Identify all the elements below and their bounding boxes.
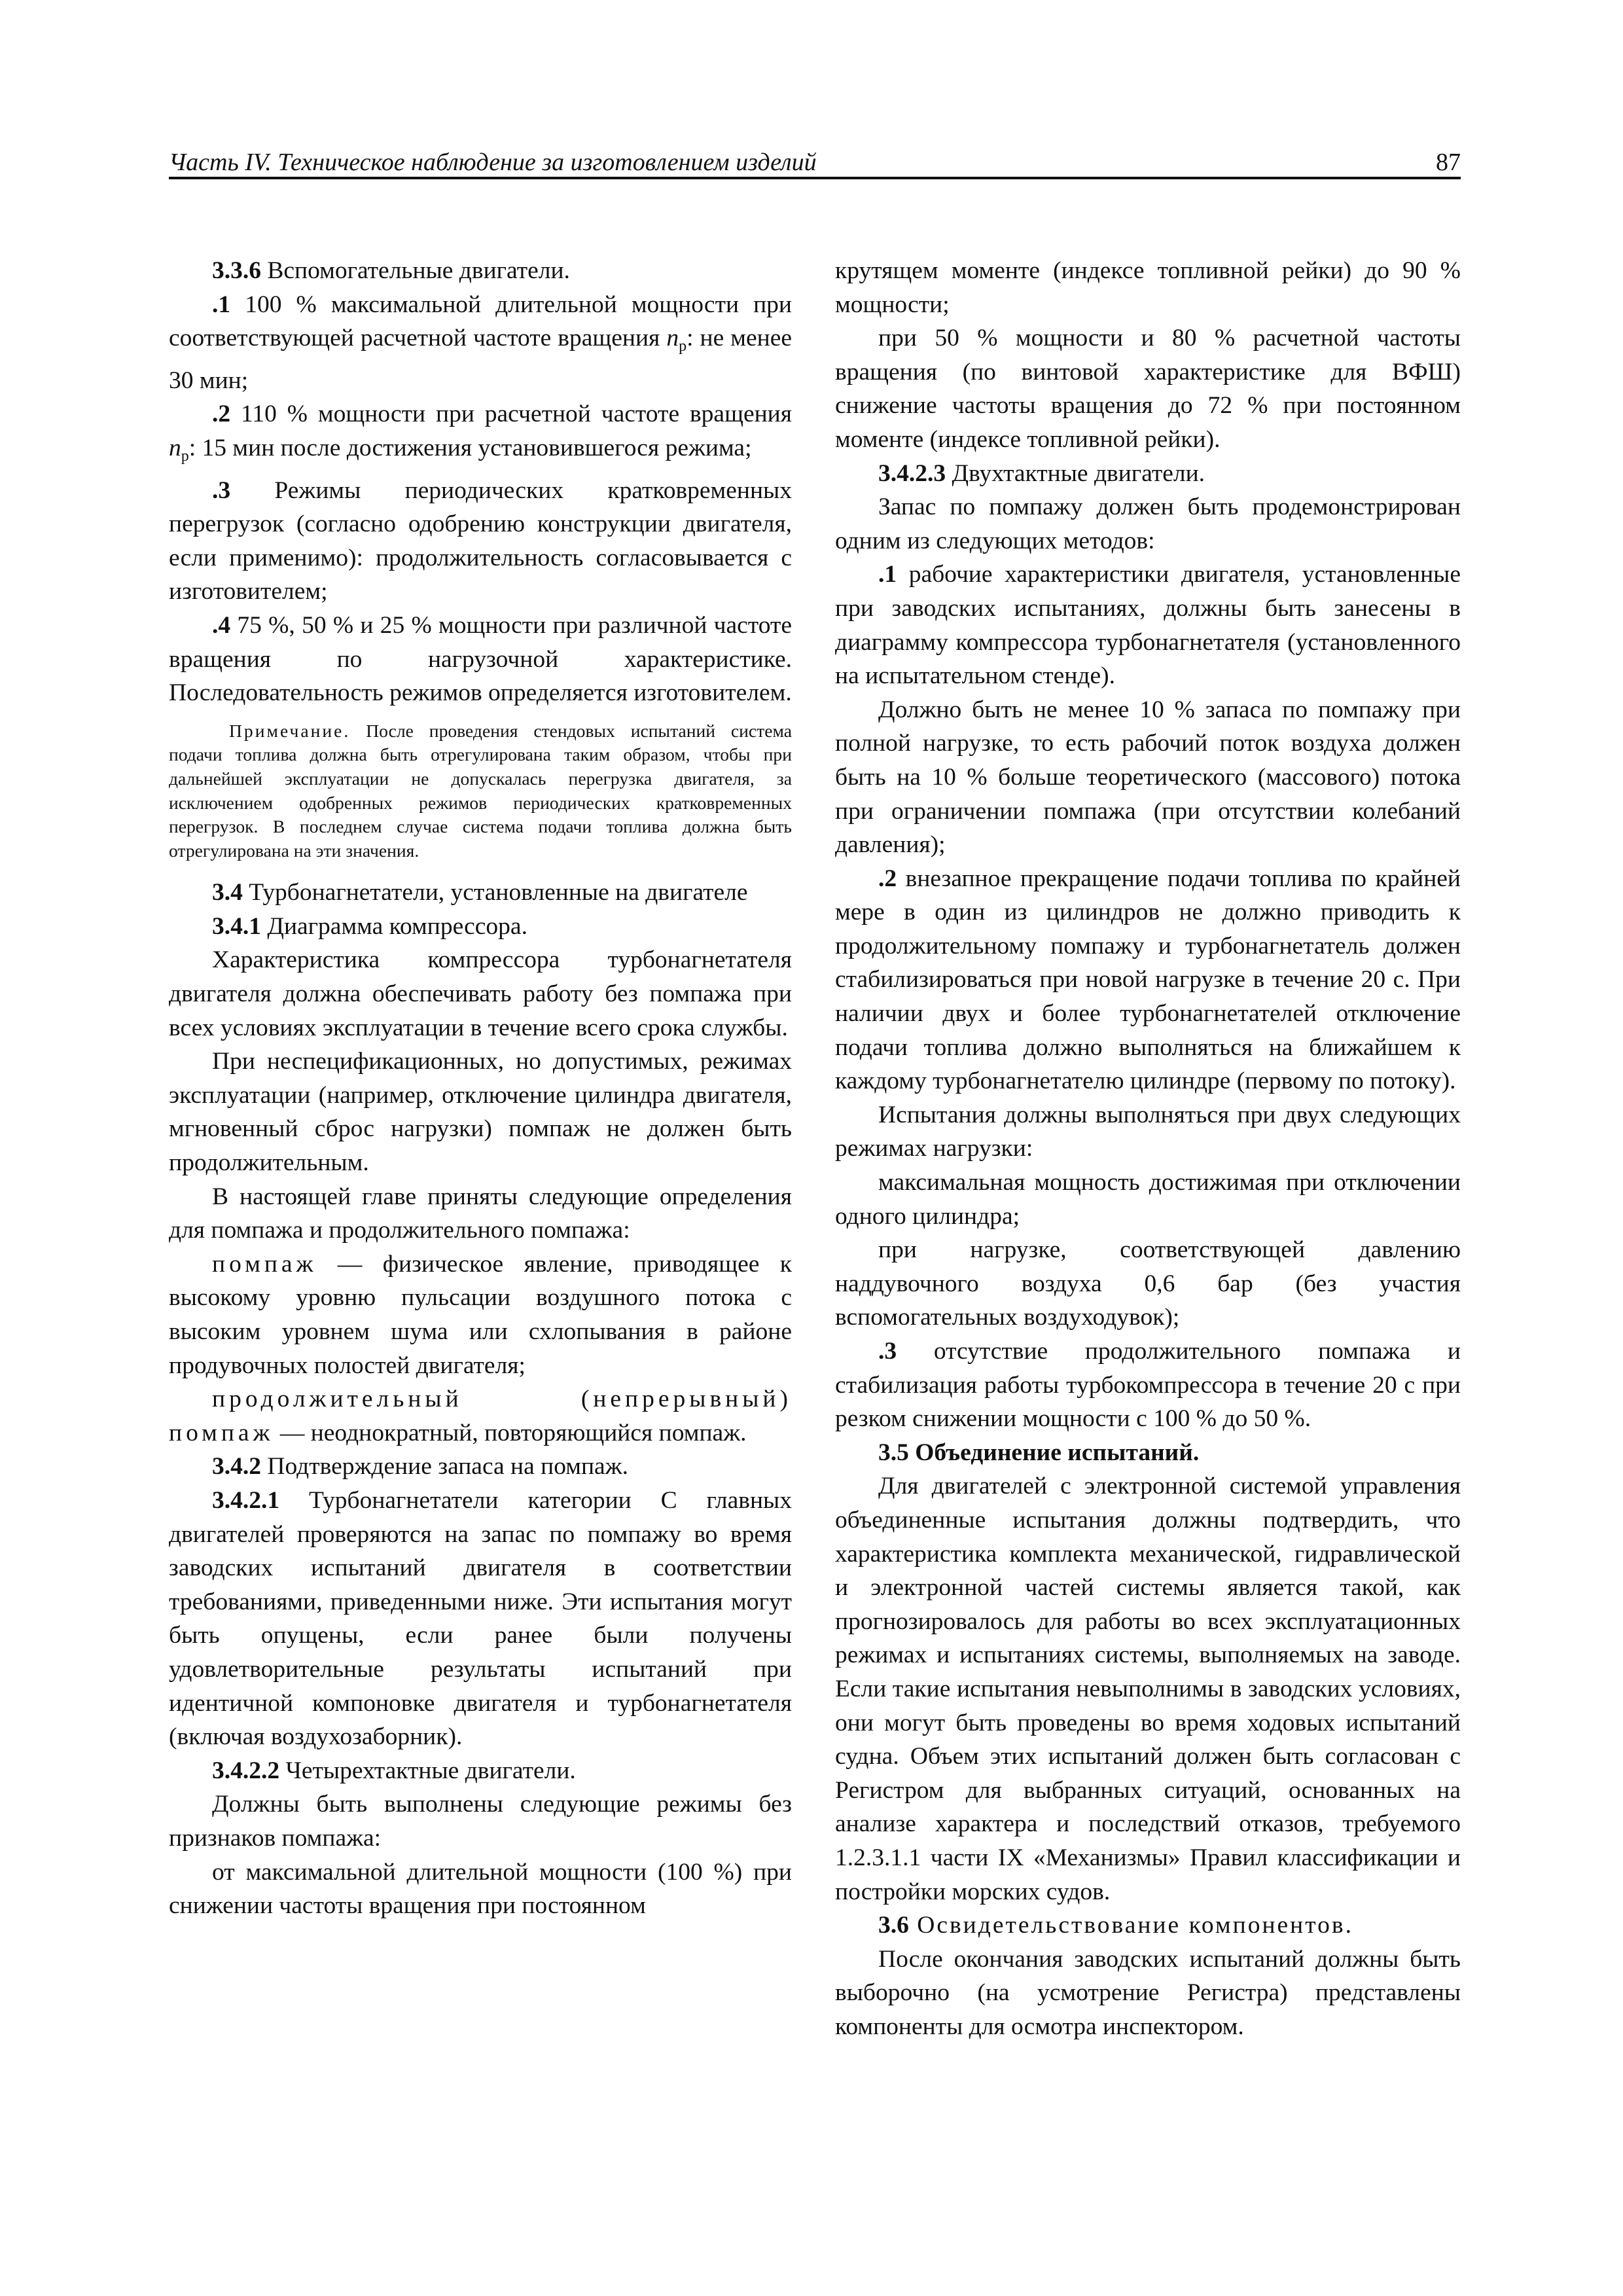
section-3-3-6: [169, 254, 792, 288]
paragraph: В настоящей главе приняты следующие определения для помпажа и продолжительного помпажа:: [169, 1183, 792, 1244]
section-number: 3.4: [212, 879, 243, 906]
definition-text: — неоднократный, повторяющийся помпаж.: [274, 1419, 747, 1446]
section-number: 3.6: [878, 1912, 909, 1939]
note: [169, 719, 792, 863]
paragraph: Запас по помпажу должен быть продемонстрирован одним из следующих методов:: [835, 493, 1461, 554]
section-number: 3.4.1: [212, 912, 261, 940]
item-text: Режимы периодических кратковременных перегрузок (согласно одобрению конструкции двигателя, если применимо): продолжительность согласовывается с изготовителем;: [169, 476, 792, 605]
paragraph: при нагрузке, соответствующей давлению наддувочного воздуха 0,6 бар (без участия вспомогательных воздуходувок);: [835, 1236, 1461, 1331]
list-item-2: [169, 397, 792, 473]
term: продолжительный (непрерывный) помпаж: [169, 1386, 792, 1446]
header-title: Часть IV. Техническое наблюдение за изготовлением изделий: [169, 149, 817, 176]
paragraph: Должны быть выполнены следующие режимы без признаков помпажа:: [169, 1791, 792, 1852]
right-column: [835, 254, 1461, 2043]
paragraph: максимальная мощность достижимая при отключении одного цилиндра;: [835, 1169, 1461, 1230]
term: помпаж: [212, 1250, 317, 1278]
section-3-4-2-2: [169, 1754, 792, 1788]
item-number: .1: [212, 291, 231, 318]
item-text: 100 % максимальной длительной мощности при соответствующей расчетной частоте вращения: [169, 291, 792, 352]
note-text: После проведения стендовых испытаний система подачи топлива должна быть отрегулирована таким образом, чтобы при дальнейшей эксплуатации не допускалась перегрузка двигателя, за исключением одобренных режимов периодических кратковременных перегрузок. В последнем случае система подачи топлива должна быть отрегулирована на эти значения.: [169, 720, 792, 861]
section-number: 3.4.2.2: [212, 1757, 280, 1784]
page-number: 87: [1436, 149, 1461, 176]
symbol-subscript: р: [181, 447, 189, 465]
item-text: отсутствие продолжительного помпажа и стабилизация работы турбокомпрессора в течение 20 с при резком снижении мощности с 100 % до 50 %.: [835, 1338, 1461, 1433]
item-number: .2: [878, 865, 897, 892]
list-item-4: [169, 609, 792, 710]
section-title: Четырехтактные двигатели.: [279, 1757, 576, 1784]
item-text: рабочие характеристики двигателя, установленные при заводских испытаниях, должны быть занесены в диаграмму компрессора турбонагнетателя (установленного на испытательном стенде).: [835, 561, 1461, 690]
section-number: 3.3.6: [212, 257, 261, 284]
section-title: Объединение испытаний.: [908, 1439, 1200, 1466]
section-title: Вспомогательные двигатели.: [261, 257, 570, 284]
method-item-2: [835, 862, 1461, 1098]
symbol-n: n: [666, 325, 679, 352]
section-3-4: [169, 876, 792, 910]
section-title: Подтверждение запаса на помпаж.: [261, 1453, 628, 1480]
method-item-3: [835, 1335, 1461, 1436]
paragraph: от максимальной длительной мощности (100 %) при снижении частоты вращения при постоянном: [169, 1858, 792, 1920]
section-3-4-2: [169, 1450, 792, 1484]
note-label: Примечание.: [229, 720, 351, 741]
section-title: Двухтактные двигатели.: [946, 459, 1205, 487]
paragraph: Должно быть не менее 10 % запаса по помпажу при полной нагрузке, то есть рабочий поток воздуха должен быть на 10 % больше теоретического (массового) потока при ограничении помпажа (при отсутствии колебаний давления);: [835, 696, 1461, 859]
section-number: 3.5: [878, 1439, 909, 1466]
section-number: 3.4.2.3: [878, 459, 946, 487]
section-number: 3.4.2: [212, 1453, 261, 1480]
section-title: Освидетельствование компонентов.: [908, 1912, 1353, 1939]
item-number: .2: [212, 401, 231, 428]
item-number: .3: [212, 476, 231, 504]
paragraph: При неспецификационных, но допустимых, режимах эксплуатации (например, отключение цилиндра двигателя, мгновенный сброс нагрузки) помпаж не должен быть продолжительным.: [169, 1048, 792, 1177]
left-column: [169, 254, 792, 1923]
paragraph: Для двигателей с электронной системой управления объединенные испытания должны подтвердить, что характеристика комплекта механической, гидравлической и электронной частей системы является такой, как прогнозировалось для работы во всех эксплуатационных режимах и испытаниях системы, выполняемых на заводе. Если такие испытания невыполнимы в заводских условиях, они могут быть проведены во время ходовых испытаний судна. Объем этих испытаний должен быть согласован с Регистром для выбранных ситуаций, основанных на анализе характера и последствий отказов, требуемого 1.2.3.1.1 части IX «Механизмы» Правил классификации и постройки морских судов.: [835, 1473, 1461, 1905]
symbol-n: n: [169, 434, 181, 461]
section-number: 3.4.2.1: [212, 1486, 280, 1514]
paragraph: После окончания заводских испытаний должны быть выборочно (на усмотрение Регистра) представлены компоненты для осмотра инспектором.: [835, 1945, 1461, 2040]
running-header: [169, 144, 1461, 181]
item-text: внезапное прекращение подачи топлива по крайней мере в один из цилиндров не должно приводить к продолжительному помпажу и турбонагнетатель должен стабилизироваться при новой нагрузке в течение 20 с. При наличии двух и более турбонагнетателей отключение подачи топлива должно выполняться на ближайшем к каждому турбонагнетателю цилиндре (первому по потоку).: [835, 865, 1461, 1095]
paragraph: Испытания должны выполняться при двух следующих режимах нагрузки:: [835, 1101, 1461, 1162]
section-3-6: [835, 1909, 1461, 1943]
item-tail: : 15 мин после достижения установившегося режима;: [188, 434, 752, 461]
item-number: .3: [878, 1338, 897, 1365]
section-title: Диаграмма компрессора.: [261, 912, 527, 940]
list-item-3: [169, 474, 792, 609]
item-text: 75 %, 50 % и 25 % мощности при различной частоте вращения по нагрузочной характеристике. Последовательность режимов определяется изготовителем.: [169, 611, 792, 707]
item-text: 110 % мощности при расчетной частоте вращения: [230, 401, 792, 428]
symbol-subscript: р: [679, 338, 687, 355]
item-tail: : не менее 30 мин;: [169, 325, 792, 394]
definition-surge: [169, 1247, 792, 1382]
section-3-4-2-3: [835, 457, 1461, 491]
section-3-4-2-1: [169, 1484, 792, 1754]
section-text: Турбонагнетатели категории C главных двигателей проверяются на запас по помпажу во время заводских испытаний двигателя в соответствии требованиями, приведенными ниже. Эти испытания могут быть опущены, если ранее были получены удовлетворительные результаты испытаний при идентичной компоновке двигателя и турбонагнетателя (включая воздухозаборник).: [169, 1486, 792, 1751]
paragraph: Характеристика компрессора турбонагнетателя двигателя должна обеспечивать работу без помпажа при всех условиях эксплуатации в течение всего срока службы.: [169, 946, 792, 1041]
item-number: .4: [212, 611, 231, 639]
section-3-4-1: [169, 910, 792, 944]
paragraph: крутящем моменте (индексе топливной рейки) до 90 % мощности;: [835, 257, 1461, 318]
section-3-5: [835, 1436, 1461, 1470]
header-rule: [169, 177, 1461, 179]
definition-text: — физическое явление, приводящее к высокому уровню пульсации воздушного потока с высоким уровнем шума или схлопывания в районе продувочных полостей двигателя;: [169, 1250, 792, 1379]
section-title: Турбонагнетатели, установленные на двигателе: [242, 879, 748, 906]
paragraph: при 50 % мощности и 80 % расчетной частоты вращения (по винтовой характеристике для ВФШ) снижение частоты вращения до 72 % при постоянном моменте (индексе топливной рейки).: [835, 325, 1461, 453]
list-item-1: [169, 288, 792, 398]
item-number: .1: [878, 561, 897, 588]
method-item-1: [835, 558, 1461, 692]
definition-continuous-surge: [169, 1382, 792, 1450]
